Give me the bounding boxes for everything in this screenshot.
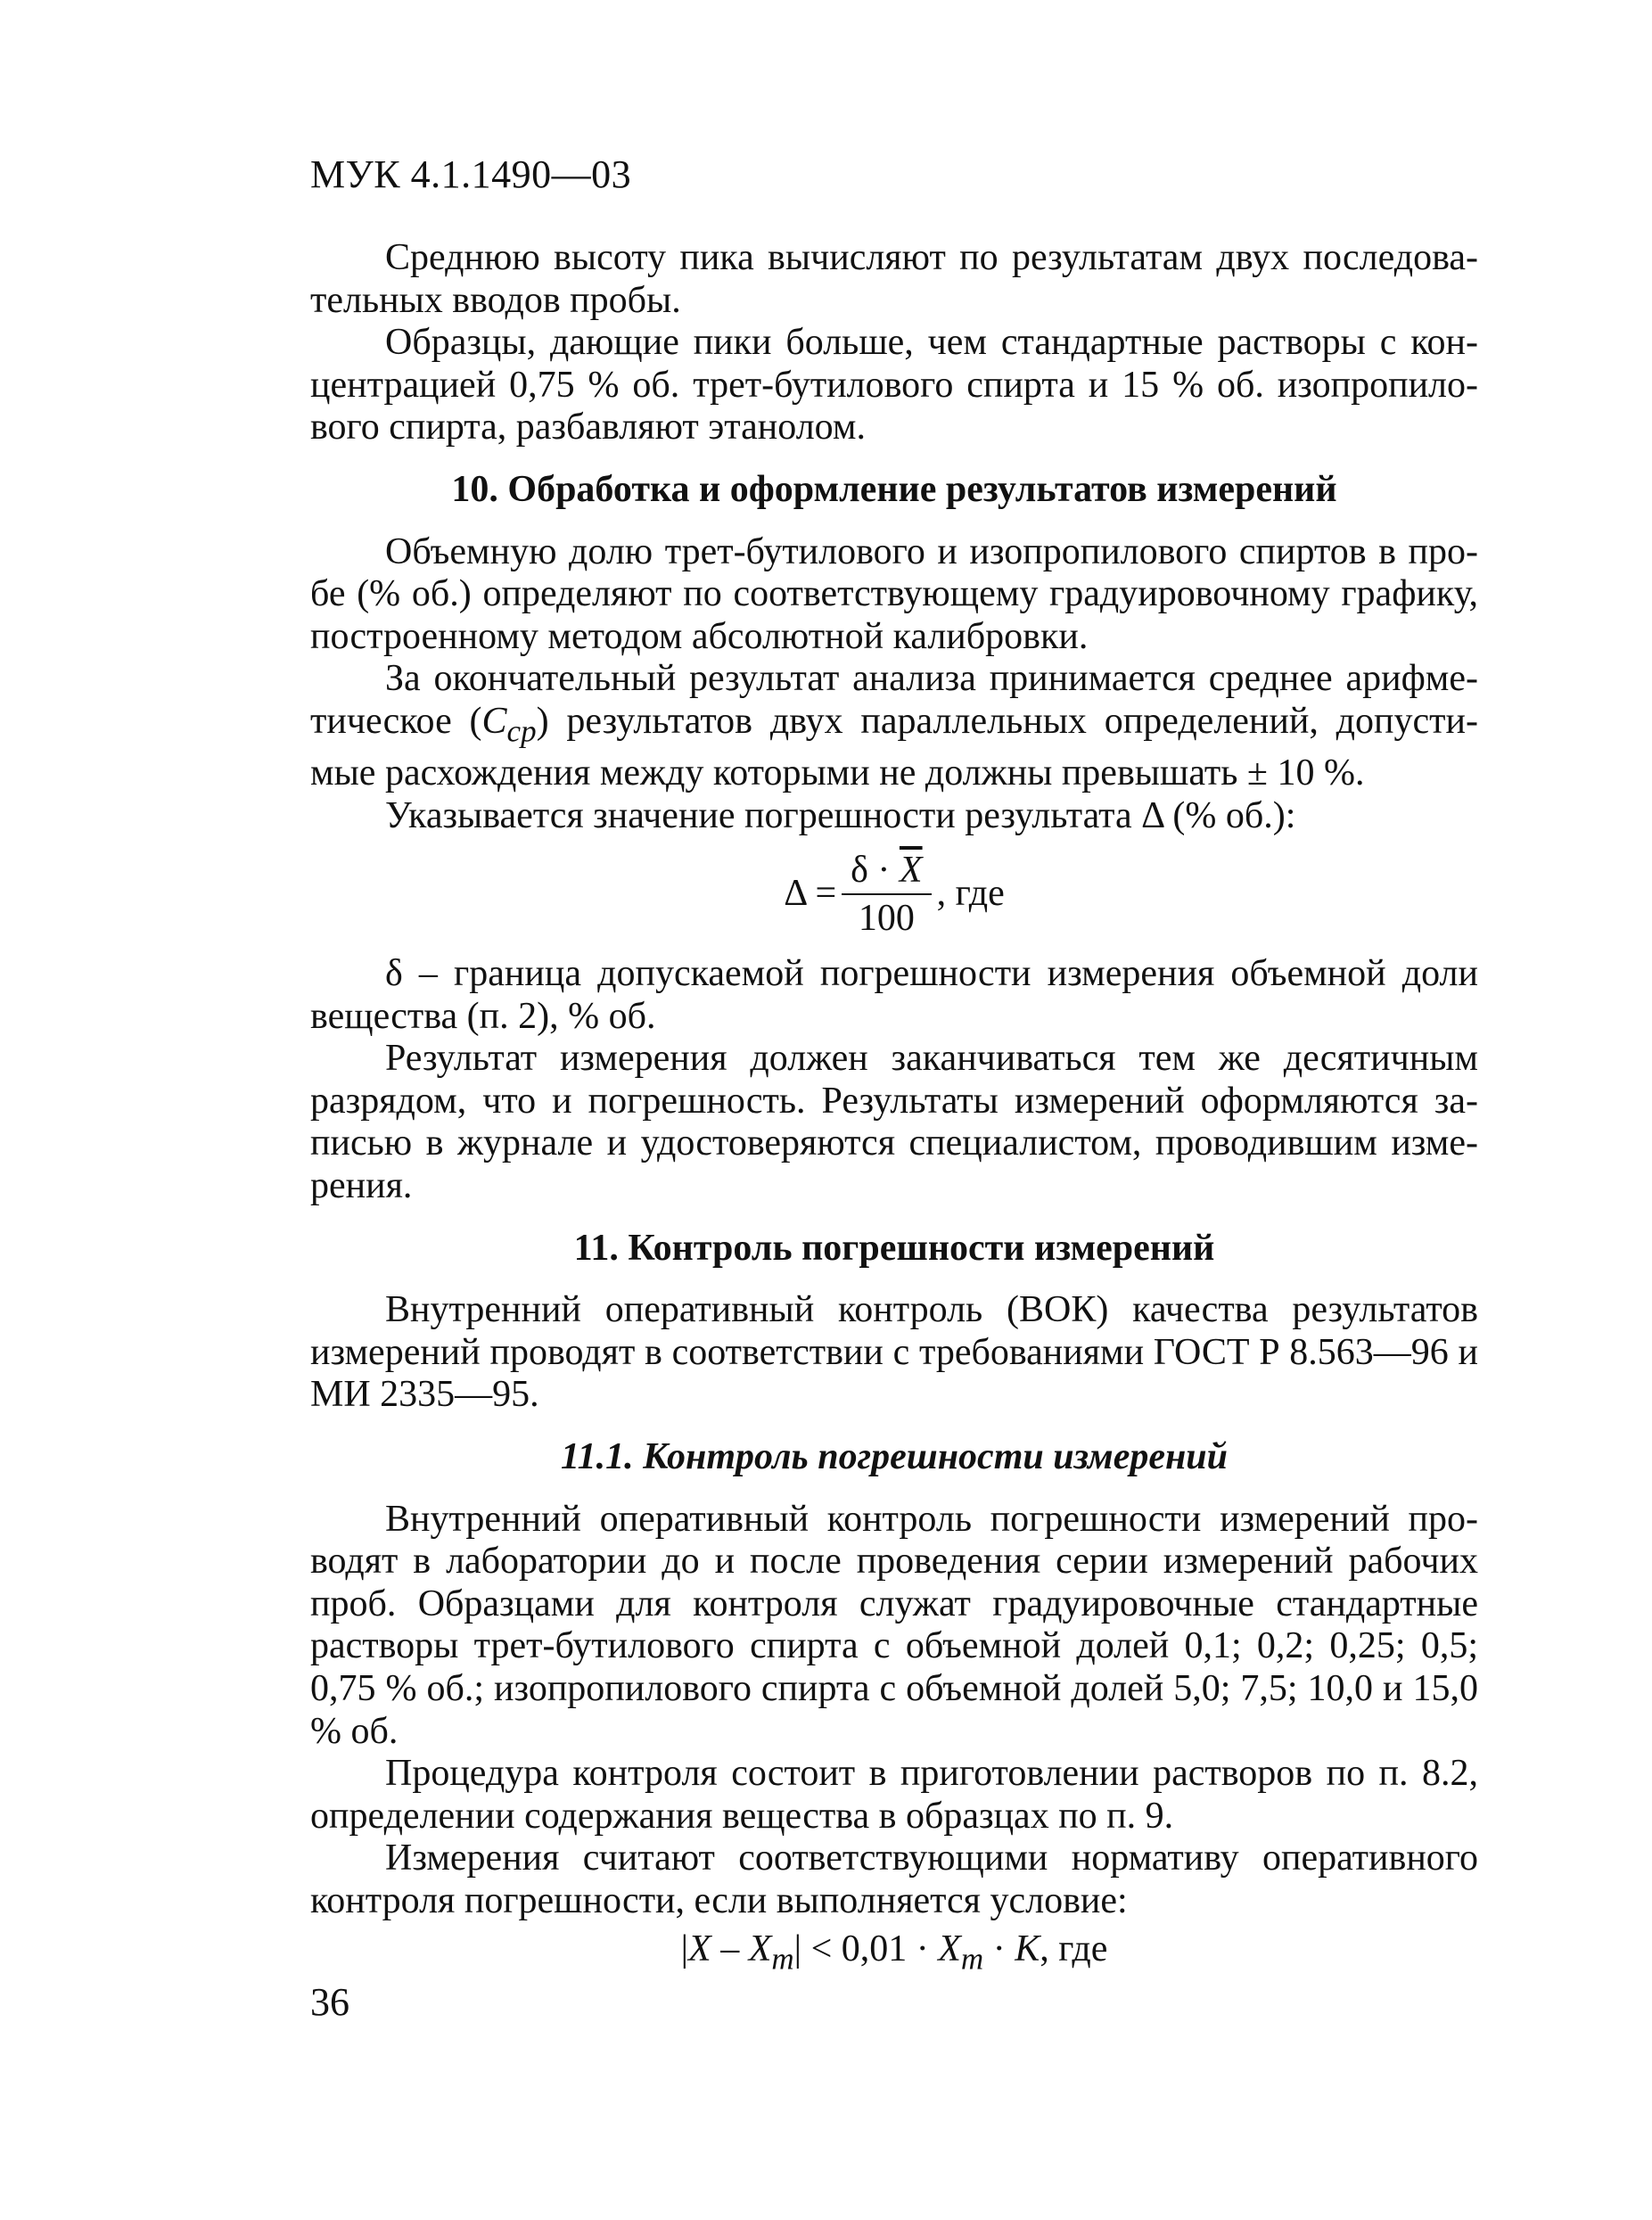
section-heading-11: 11. Контроль погрешности измерений bbox=[573, 1227, 1215, 1269]
running-header: МУК 4.1.1490—03 bbox=[310, 152, 632, 196]
page-body bbox=[310, 237, 1478, 1980]
formula-delta: Δ = $\frac{\delta \cdot \overline{X}}{100}$ , где bbox=[784, 850, 1005, 940]
paragraph: Результат измерения должен заканчиваться тем же десятичным разрядом, что и погрешность. Результаты измерений оформляются за-писью в журнале и удостоверяются специалистом, проводившим изме-рения. bbox=[310, 1038, 1478, 1207]
paragraph: Указывается значение погрешности результата Δ (% об.): bbox=[385, 794, 1296, 836]
paragraph: δ – граница допускаемой погрешности измерения объемной доли вещества (п. 2), % об. bbox=[310, 953, 1478, 1037]
paragraph: Среднюю высоту пика вычисляют по результатам двух последова-тельных вводов пробы. bbox=[310, 237, 1478, 321]
formula-control-condition: $|X - X_m| < 0,01 \cdot X_m \cdot K$, где bbox=[680, 1928, 1108, 1976]
paragraph: Образцы, дающие пики больше, чем стандартные растворы с кон-центрацией 0,75 % об. трет-бутилового спирта и 15 % об. изопропило-вого спирта, разбавляют этанолом. bbox=[310, 322, 1478, 448]
paragraph: Измерения считают соответствующими нормативу оперативного контроля погрешности, если выполняется условие: bbox=[310, 1838, 1478, 1921]
section-heading-10: 10. Обработка и оформление результатов измерений bbox=[451, 468, 1337, 510]
page-number: 36 bbox=[310, 1980, 349, 2024]
paragraph: Процедура контроля состоит в приготовлении растворов по п. 8.2, определении содержания вещества в образцах по п. 9. bbox=[310, 1753, 1478, 1837]
subsection-heading-11-1: 11.1. Контроль погрешности измерений bbox=[560, 1436, 1229, 1478]
paragraph: Внутренний оперативный контроль (ВОК) качества результатов измерений проводят в соответствии с требованиями ГОСТ Р 8.563—96 и МИ 2335—95. bbox=[310, 1289, 1478, 1416]
paragraph: Объемную долю трет-бутилового и изопропилового спиртов в про-бе (% об.) определяют по соответствующему градуировочному графику, построенному методом абсолютной калибровки. bbox=[310, 530, 1478, 657]
paragraph: Внутренний оперативный контроль погрешности измерений про-водят в лаборатории до и после проведения серии измерений рабочих проб. Образцами для контроля служат градуировочные стандартные растворы трет-бутилового спирта с объемной долей 0,1; 0,2; 0,25; 0,5; 0,75 % об.; изопропилового спирта с объемной долей 5,0; 7,5; 10,0 и 15,0 % об. bbox=[310, 1498, 1478, 1752]
paragraph: За окончательный результат анализа принимается среднее арифме-тическое $(C_{ср})$ результатов двух параллельных определений, допусти-мые расхождения между которыми не должны превышать ± 10 %. bbox=[310, 658, 1478, 793]
fraction: $\frac{\delta \cdot \overline{X}}{100}$ bbox=[842, 849, 931, 940]
